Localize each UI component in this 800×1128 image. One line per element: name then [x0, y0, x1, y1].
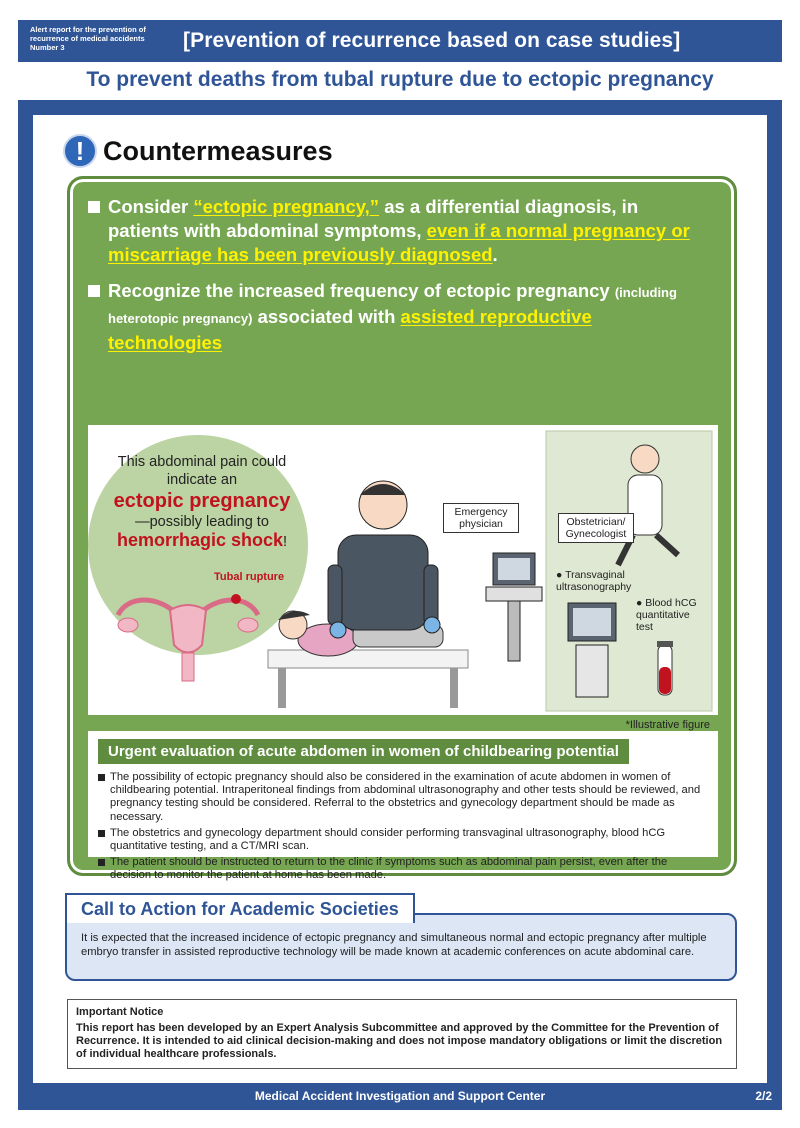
bullet-1-part-c: . [492, 244, 498, 265]
bubble-ectopic-pregnancy: ectopic pregnancy [113, 490, 291, 512]
header-title: [Prevention of recurrence based on case studies] [183, 29, 681, 52]
bullet-1-highlight-a: “ectopic pregnancy,” [193, 196, 380, 217]
bullet-2-highlight: assisted reproductive technologies [108, 306, 592, 353]
emergency-physician-figure [328, 481, 440, 638]
alert-report-label: Alert report for the prevention of recurrence of medical accidents Number 3 [30, 25, 146, 52]
bullet-2-part-b: associated with [252, 306, 401, 327]
bullet-1-text [108, 195, 708, 267]
call-to-action-title: Call to Action for Academic Societies [65, 893, 415, 923]
exclamation-icon: ! [63, 134, 97, 168]
blood-tube-icon [657, 641, 673, 695]
countermeasures-title: Countermeasures [103, 135, 333, 166]
countermeasure-bullet-1 [88, 195, 708, 267]
illustrative-note: *Illustrative figure [625, 719, 710, 731]
list-item: The obstetrics and gynecology department should consider performing transvaginal ultrasonography, blood hCG quantitative testing, and a CT/MRI scan. [98, 827, 708, 853]
important-notice-box [67, 999, 737, 1069]
transvaginal-label: ● Transvaginal ultrasonography [556, 569, 632, 593]
countermeasure-bullet-2 [88, 279, 708, 355]
hcg-test-label: ● Blood hCG quantitative test [636, 597, 697, 633]
bullet-2-text [108, 279, 708, 355]
exam-bed [268, 650, 468, 668]
bullet-2-part-a: Recognize the increased frequency of ectopic pregnancy [108, 280, 615, 301]
illustration [88, 425, 718, 715]
urgent-evaluation-list [98, 771, 708, 886]
bullet-2-small: (including heterotopic pregnancy) [108, 285, 677, 326]
bullet-1-part-a: Consider [108, 196, 194, 217]
bubble-exclamation: ! [283, 534, 288, 550]
list-item: The patient should be instructed to return to the clinic if symptoms such as abdominal pain persist, even after the decision to monitor the patient at home has been made. [98, 856, 708, 882]
emergency-physician-label: Emergency physician [443, 503, 519, 533]
ultrasound-machine-icon [486, 553, 542, 661]
content-area [33, 115, 767, 1083]
countermeasures-panel [67, 176, 737, 882]
bubble-text [102, 453, 302, 551]
header-bar [18, 20, 782, 62]
important-notice-heading: Important Notice [76, 1006, 164, 1018]
list-item: The possibility of ectopic pregnancy should also be considered in the examination of acute abdomen in women of childbearing potential. Intraperitoneal findings from abdominal ultrasonography and other tests should be reviewed, and pregnancy testing should be considered. Referral to the obstetrics and gynecology department should be made as necessary. [98, 771, 708, 824]
call-to-action-box [65, 913, 737, 981]
content-frame [18, 100, 782, 1110]
bubble-line-1: This abdominal pain could indicate an [117, 454, 287, 488]
square-bullet-icon [88, 285, 100, 297]
bubble-line-2: —possibly leading to [135, 514, 269, 530]
page-number: 2/2 [755, 1089, 772, 1103]
call-to-action-text: It is expected that the increased incidence of ectopic pregnancy and simultaneous normal and ectopic pregnancy after multiple embryo transfer in assisted reproductive technology will be made known at academic conferences on acute abdominal care. [81, 932, 707, 958]
obgyn-label: Obstetrician/ Gynecologist [558, 513, 634, 543]
bullet-1-part-b: as a differential diagnosis, in patients with abdominal symptoms, [108, 196, 639, 241]
bullet-1-highlight-b: even if a normal pregnancy or miscarriage has been previously diagnosed [108, 220, 690, 265]
important-notice-text: This report has been developed by an Expert Analysis Subcommittee and approved by the Committee for the Prevention of Recurrence. It is intended to aid clinical decision-making and does not impose mandatory obligations or limit the discretion of individual healthcare professionals. [76, 1022, 723, 1060]
tubal-rupture-label: Tubal rupture [214, 571, 285, 583]
urgent-evaluation-title: Urgent evaluation of acute abdomen in women of childbearing potential [98, 739, 629, 764]
footer-organization: Medical Accident Investigation and Support Center [254, 1089, 546, 1103]
bubble-hemorrhagic-shock: hemorrhagic shock [116, 530, 284, 550]
urgent-evaluation-box [88, 731, 718, 882]
countermeasures-heading [63, 131, 333, 171]
square-bullet-icon [88, 201, 100, 213]
page-title: To prevent deaths from tubal rupture due to ectopic pregnancy [86, 68, 714, 91]
